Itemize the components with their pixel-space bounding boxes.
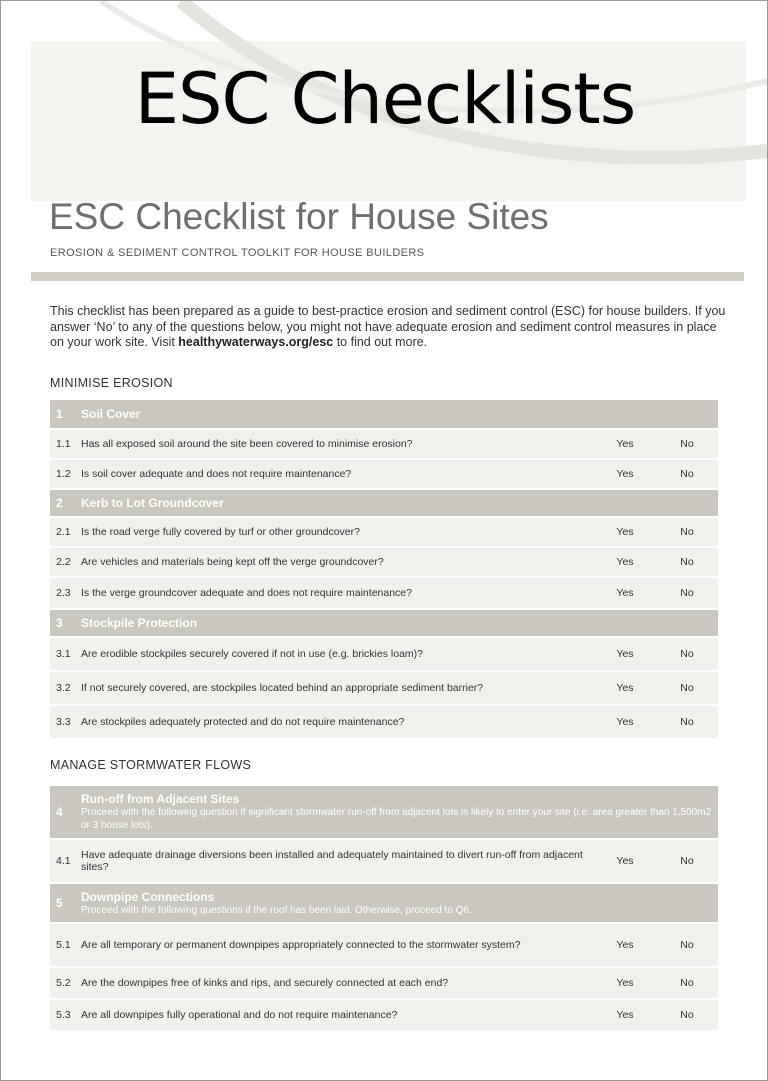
no-option[interactable]: No (656, 672, 718, 704)
question-text: Have adequate drainage diversions been installed and adequately maintained to divert run-off from adjacent sites? (81, 840, 594, 882)
yes-option[interactable]: Yes (594, 430, 656, 458)
no-option[interactable]: No (656, 924, 718, 966)
group-number: 4 (50, 786, 81, 838)
section-heading-stormwater: MANAGE STORMWATER FLOWS (50, 758, 252, 772)
yes-option[interactable]: Yes (594, 518, 656, 546)
intro-link[interactable]: healthywaterways.org/esc (178, 335, 334, 349)
group-title: Run-off from Adjacent Sites (81, 792, 240, 806)
group-title: Soil Cover (81, 400, 718, 428)
title-divider (31, 272, 744, 281)
group-cell (81, 786, 718, 838)
no-option[interactable]: No (656, 706, 718, 738)
question-text: Has all exposed soil around the site been covered to minimise erosion? (81, 430, 594, 458)
yes-option[interactable]: Yes (594, 1000, 656, 1030)
question-number: 2.2 (50, 548, 81, 576)
question-row-2-3 (50, 578, 718, 608)
no-option[interactable]: No (656, 840, 718, 882)
yes-option[interactable]: Yes (594, 638, 656, 670)
question-row-3-3 (50, 706, 718, 738)
yes-option[interactable]: Yes (594, 840, 656, 882)
group-number: 3 (50, 610, 81, 636)
question-row-5-2 (50, 968, 718, 998)
group-number: 1 (50, 400, 81, 428)
question-number: 3.1 (50, 638, 81, 670)
question-number: 5.1 (50, 924, 81, 966)
question-text: Is the verge groundcover adequate and does not require maintenance? (81, 578, 594, 608)
banner-title: ESC Checklists (134, 58, 636, 140)
question-text: Is the road verge fully covered by turf or other groundcover? (81, 518, 594, 546)
yes-option[interactable]: Yes (594, 706, 656, 738)
no-option[interactable]: No (656, 430, 718, 458)
question-text: Is soil cover adequate and does not require maintenance? (81, 460, 594, 488)
group-title: Stockpile Protection (81, 610, 718, 636)
group-number: 5 (50, 884, 81, 922)
question-number: 1.2 (50, 460, 81, 488)
question-text: Are the downpipes free of kinks and rips, and securely connected at each end? (81, 968, 594, 998)
group-note: Proceed with the following questions if the roof has been laid. Otherwise, proceed to Q6. (81, 904, 472, 916)
intro-text-end: to find out more. (333, 335, 428, 349)
no-option[interactable]: No (656, 1000, 718, 1030)
group-row-run-off (50, 786, 718, 838)
no-option[interactable]: No (656, 578, 718, 608)
question-text: Are erodible stockpiles securely covered if not in use (e.g. brickies loam)? (81, 638, 594, 670)
intro-text: This checklist has been prepared as a guide to best-practice erosion and sediment control (ESC) for house builders. If you answer ‘No’ to any of the questions below, you might not have adequate erosion and sediment control measures in place on your work site. Visit (50, 304, 726, 349)
question-row-1-2 (50, 460, 718, 488)
yes-option[interactable]: Yes (594, 548, 656, 576)
yes-option[interactable]: Yes (594, 672, 656, 704)
question-row-2-1 (50, 518, 718, 546)
yes-option[interactable]: Yes (594, 924, 656, 966)
document-subtitle: EROSION & SEDIMENT CONTROL TOOLKIT FOR HOUSE BUILDERS (50, 247, 425, 259)
question-number: 4.1 (50, 840, 81, 882)
document-title: ESC Checklist for House Sites (49, 196, 549, 237)
question-row-3-1 (50, 638, 718, 670)
checklist-table-stormwater (50, 784, 718, 1032)
group-title: Kerb to Lot Groundcover (81, 490, 718, 516)
question-row-3-2 (50, 672, 718, 704)
question-text: If not securely covered, are stockpiles located behind an appropriate sediment barrier? (81, 672, 594, 704)
no-option[interactable]: No (656, 968, 718, 998)
question-row-5-1 (50, 924, 718, 966)
group-number: 2 (50, 490, 81, 516)
no-option[interactable]: No (656, 548, 718, 576)
question-number: 3.2 (50, 672, 81, 704)
question-number: 2.1 (50, 518, 81, 546)
no-option[interactable]: No (656, 518, 718, 546)
group-row-stockpile (50, 610, 718, 636)
question-number: 1.1 (50, 430, 81, 458)
question-row-5-3 (50, 1000, 718, 1030)
question-number: 2.3 (50, 578, 81, 608)
question-text: Are stockpiles adequately protected and do not require maintenance? (81, 706, 594, 738)
group-row-downpipe (50, 884, 718, 922)
group-row-soil-cover (50, 400, 718, 428)
checklist-table-erosion (50, 398, 718, 740)
group-title: Downpipe Connections (81, 889, 215, 904)
question-number: 5.3 (50, 1000, 81, 1030)
question-number: 5.2 (50, 968, 81, 998)
question-number: 3.3 (50, 706, 81, 738)
group-row-kerb-to-lot (50, 490, 718, 516)
question-row-2-2 (50, 548, 718, 576)
question-text: Are all temporary or permanent downpipes appropriately connected to the stormwater system? (81, 924, 594, 966)
question-text: Are vehicles and materials being kept off the verge groundcover? (81, 548, 594, 576)
section-heading-minimise-erosion: MINIMISE EROSION (50, 376, 173, 390)
yes-option[interactable]: Yes (594, 968, 656, 998)
yes-option[interactable]: Yes (594, 578, 656, 608)
question-row-1-1 (50, 430, 718, 458)
question-row-4-1 (50, 840, 718, 882)
yes-option[interactable]: Yes (594, 460, 656, 488)
intro-paragraph (50, 304, 730, 351)
no-option[interactable]: No (656, 638, 718, 670)
question-text: Are all downpipes fully operational and do not require maintenance? (81, 1000, 594, 1030)
no-option[interactable]: No (656, 460, 718, 488)
group-cell (81, 884, 718, 922)
group-note: Proceed with the following question if significant stormwater run-off from adjacent lots is likely to enter your site (i.e. area greater than 1,500m2 or 3 house lots). (81, 807, 712, 831)
